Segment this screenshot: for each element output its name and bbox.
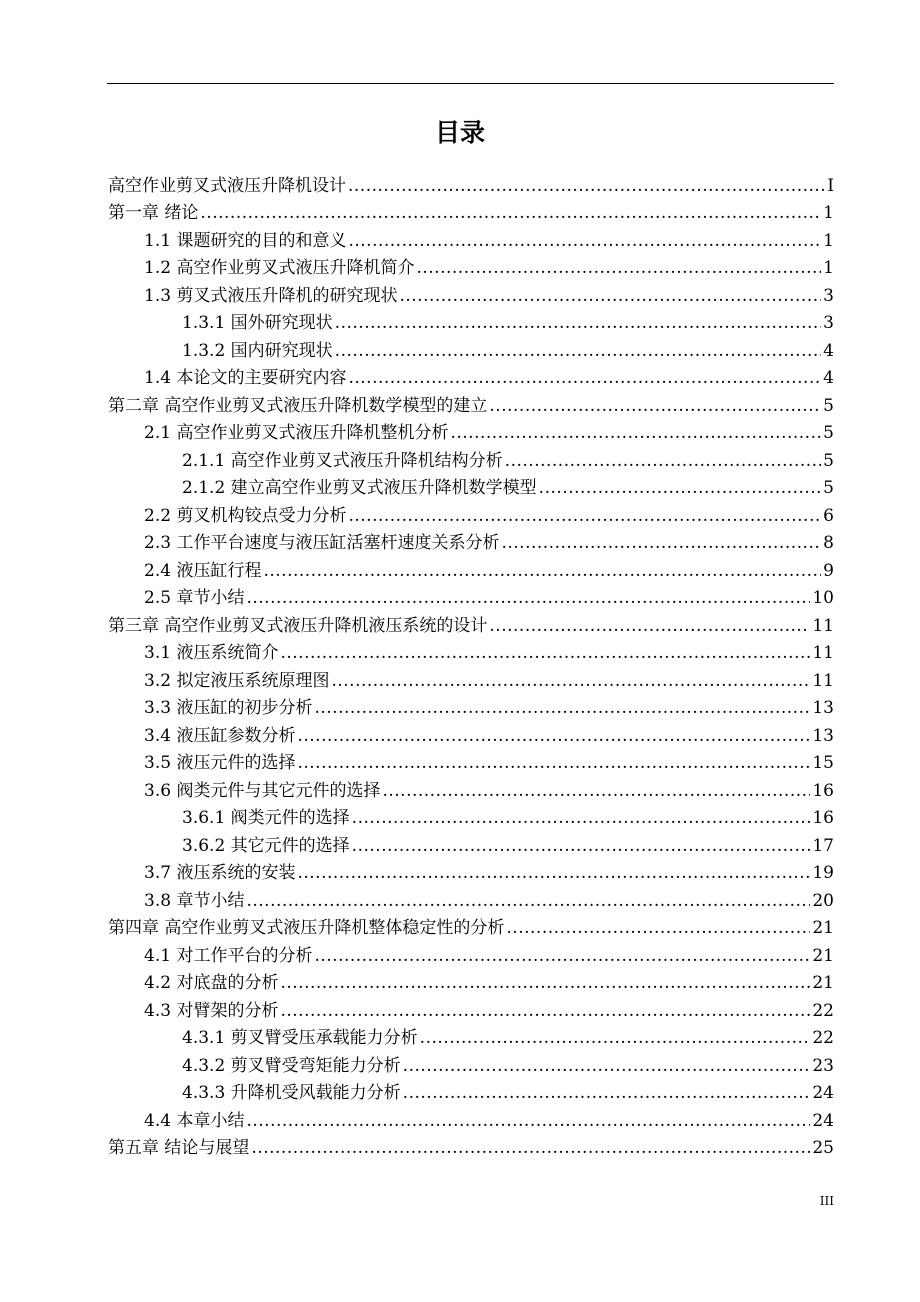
toc-entry-page: 20	[812, 891, 834, 911]
toc-leader	[280, 972, 810, 994]
toc-leader	[331, 670, 810, 692]
toc-leader	[403, 1082, 811, 1104]
toc-entry[interactable]	[144, 362, 834, 389]
toc-entry-page: 11	[812, 671, 834, 691]
toc-entry-page: 23	[812, 1056, 834, 1076]
page-title: 目录	[434, 118, 485, 147]
toc-entry[interactable]	[182, 445, 834, 472]
toc-entry-page: 16	[812, 808, 834, 828]
toc-leader	[352, 835, 811, 857]
toc-entry[interactable]	[182, 307, 834, 334]
toc-entry-label: 第五章 结论与展望	[108, 1138, 250, 1158]
toc-leader	[501, 532, 821, 554]
toc-entry[interactable]	[144, 582, 834, 609]
toc-entry-page: 13	[812, 726, 834, 746]
toc-leader	[489, 615, 810, 637]
toc-entry-label: 2.2 剪叉机构铰点受力分析	[144, 506, 347, 526]
toc-entry[interactable]	[144, 252, 834, 279]
toc-entry[interactable]	[144, 775, 834, 802]
toc-entry[interactable]	[108, 610, 834, 637]
toc-entry[interactable]	[144, 500, 834, 527]
toc-entry[interactable]	[144, 1105, 834, 1132]
toc-entry[interactable]	[144, 857, 834, 884]
toc-entry[interactable]	[144, 967, 834, 994]
toc-entry[interactable]	[144, 940, 834, 967]
toc-entry-label: 2.4 液压缸行程	[144, 561, 262, 581]
toc-entry-page: 5	[823, 396, 834, 416]
toc-entry[interactable]	[182, 1022, 834, 1049]
toc-leader	[416, 257, 821, 279]
toc-entry[interactable]	[144, 417, 834, 444]
toc-entry-page: 1	[823, 231, 834, 251]
toc-leader	[348, 175, 825, 197]
toc-entry[interactable]	[108, 170, 834, 197]
toc-leader	[352, 807, 811, 829]
toc-entry-label: 3.4 液压缸参数分析	[144, 726, 296, 746]
toc-leader	[263, 560, 821, 582]
toc-entry-page: 16	[812, 781, 834, 801]
toc-entry-page: 21	[812, 973, 834, 993]
toc-entry-label: 4.2 对底盘的分析	[144, 973, 279, 993]
toc-leader	[246, 890, 810, 912]
toc-leader	[246, 587, 810, 609]
toc-entry[interactable]	[144, 720, 834, 747]
toc-entry-label: 2.1.2 建立高空作业剪叉式液压升降机数学模型	[182, 478, 537, 498]
toc-leader	[297, 752, 810, 774]
toc-leader	[335, 312, 822, 334]
toc-entry[interactable]	[144, 555, 834, 582]
toc-entry-page: 21	[812, 946, 834, 966]
toc-entry-label: 3.7 液压系统的安装	[144, 863, 296, 883]
toc-entry[interactable]	[108, 197, 834, 224]
toc-entry[interactable]	[182, 1077, 834, 1104]
toc-entry-page: 1	[823, 203, 834, 223]
toc-leader	[450, 422, 821, 444]
toc-entry[interactable]	[144, 665, 834, 692]
toc-leader	[335, 340, 822, 362]
toc-entry-label: 1.3.2 国内研究现状	[182, 341, 333, 361]
toc-entry-page: 3	[823, 313, 834, 333]
toc-entry-label: 3.5 液压元件的选择	[144, 753, 296, 773]
toc-entry[interactable]	[108, 1132, 834, 1159]
toc-leader	[399, 285, 821, 307]
toc-entry-page: I	[827, 176, 834, 196]
toc-leader	[246, 1110, 810, 1132]
toc-entry-label: 高空作业剪叉式液压升降机设计	[108, 176, 346, 196]
toc-leader	[420, 1027, 811, 1049]
toc-entry-label: 第二章 高空作业剪叉式液压升降机数学模型的建立	[108, 396, 488, 416]
toc-entry-label: 4.3.3 升降机受风载能力分析	[182, 1083, 401, 1103]
toc-entry-page: 21	[812, 918, 834, 938]
toc-entry[interactable]	[144, 885, 834, 912]
toc-entry[interactable]	[182, 472, 834, 499]
toc-entry-label: 1.1 课题研究的目的和意义	[144, 231, 347, 251]
toc-leader	[489, 395, 821, 417]
toc-leader	[280, 642, 810, 664]
toc-entry-page: 9	[823, 561, 834, 581]
toc-entry[interactable]	[144, 280, 834, 307]
toc-leader	[200, 202, 821, 224]
toc-entry-page: 11	[812, 643, 834, 663]
toc-entry-label: 3.1 液压系统简介	[144, 643, 279, 663]
toc-entry-label: 2.5 章节小结	[144, 588, 245, 608]
toc-leader	[314, 697, 810, 719]
toc-entry-label: 1.3 剪叉式液压升降机的研究现状	[144, 286, 398, 306]
toc-entry-page: 24	[812, 1083, 834, 1103]
header-rule	[107, 83, 834, 84]
toc-entry-label: 3.6.1 阀类元件的选择	[182, 808, 350, 828]
toc-entry-page: 5	[823, 478, 834, 498]
toc-entry-label: 1.2 高空作业剪叉式液压升降机简介	[144, 258, 415, 278]
toc-leader	[382, 780, 810, 802]
toc-entry-label: 4.1 对工作平台的分析	[144, 946, 313, 966]
toc-entry[interactable]	[144, 995, 834, 1022]
toc-entry-page: 11	[812, 616, 834, 636]
toc-entry[interactable]	[144, 692, 834, 719]
toc-entry-label: 1.3.1 国外研究现状	[182, 313, 333, 333]
toc-entry[interactable]	[144, 637, 834, 664]
toc-entry-label: 2.1.1 高空作业剪叉式液压升降机结构分析	[182, 451, 503, 471]
toc-leader	[348, 505, 821, 527]
toc-entry-page: 4	[823, 368, 834, 388]
toc-leader	[505, 450, 822, 472]
toc-entry-label: 第三章 高空作业剪叉式液压升降机液压系统的设计	[108, 616, 488, 636]
toc-entry[interactable]	[144, 747, 834, 774]
toc-entry-label: 3.6.2 其它元件的选择	[182, 836, 350, 856]
toc-entry[interactable]	[182, 802, 834, 829]
toc-entry[interactable]	[182, 335, 834, 362]
toc-entry-label: 3.2 拟定液压系统原理图	[144, 671, 330, 691]
toc-entry[interactable]	[182, 1050, 834, 1077]
toc-entry[interactable]	[144, 225, 834, 252]
toc-entry-label: 3.6 阀类元件与其它元件的选择	[144, 781, 381, 801]
toc-leader	[297, 862, 810, 884]
page-number: III	[819, 1194, 834, 1208]
toc-entry-page: 15	[812, 753, 834, 773]
toc-entry[interactable]	[108, 390, 834, 417]
toc-leader	[251, 1137, 810, 1159]
toc-leader	[348, 367, 821, 389]
toc-entry[interactable]	[182, 830, 834, 857]
toc-entry-label: 4.4 本章小结	[144, 1111, 245, 1131]
toc-entry-page: 6	[823, 506, 834, 526]
toc-entry-page: 13	[812, 698, 834, 718]
toc-entry-page: 3	[823, 286, 834, 306]
toc-entry-page: 4	[823, 341, 834, 361]
toc-entry-page: 5	[823, 423, 834, 443]
toc-leader	[314, 945, 810, 967]
toc-entry-label: 4.3 对臂架的分析	[144, 1001, 279, 1021]
toc-entry-label: 第一章 绪论	[108, 203, 199, 223]
toc-entry-page: 24	[812, 1111, 834, 1131]
toc-entry-page: 10	[812, 588, 834, 608]
toc-leader	[506, 917, 810, 939]
toc-entry-label: 2.1 高空作业剪叉式液压升降机整机分析	[144, 423, 449, 443]
toc-entry-page: 5	[823, 451, 834, 471]
toc-entry[interactable]	[144, 527, 834, 554]
toc-entry-label: 2.3 工作平台速度与液压缸活塞杆速度关系分析	[144, 533, 500, 553]
toc-entry-page: 22	[812, 1028, 834, 1048]
toc-entry-page: 22	[812, 1001, 834, 1021]
toc-entry-label: 4.3.2 剪叉臂受弯矩能力分析	[182, 1056, 401, 1076]
toc-leader	[403, 1055, 811, 1077]
toc-leader	[280, 1000, 810, 1022]
toc-entry-page: 25	[812, 1138, 834, 1158]
toc-leader	[539, 477, 822, 499]
toc-leader	[348, 230, 821, 252]
toc-entry-label: 3.3 液压缸的初步分析	[144, 698, 313, 718]
toc-entry-page: 19	[812, 863, 834, 883]
toc-entry-label: 1.4 本论文的主要研究内容	[144, 368, 347, 388]
toc-entry-page: 8	[823, 533, 834, 553]
toc-entry[interactable]	[108, 912, 834, 939]
toc-entry-page: 17	[812, 836, 834, 856]
toc-leader	[297, 725, 810, 747]
toc-entry-label: 3.8 章节小结	[144, 891, 245, 911]
toc-entry-page: 1	[823, 258, 834, 278]
toc-entry-label: 第四章 高空作业剪叉式液压升降机整体稳定性的分析	[108, 918, 505, 938]
toc-entry-label: 4.3.1 剪叉臂受压承载能力分析	[182, 1028, 418, 1048]
